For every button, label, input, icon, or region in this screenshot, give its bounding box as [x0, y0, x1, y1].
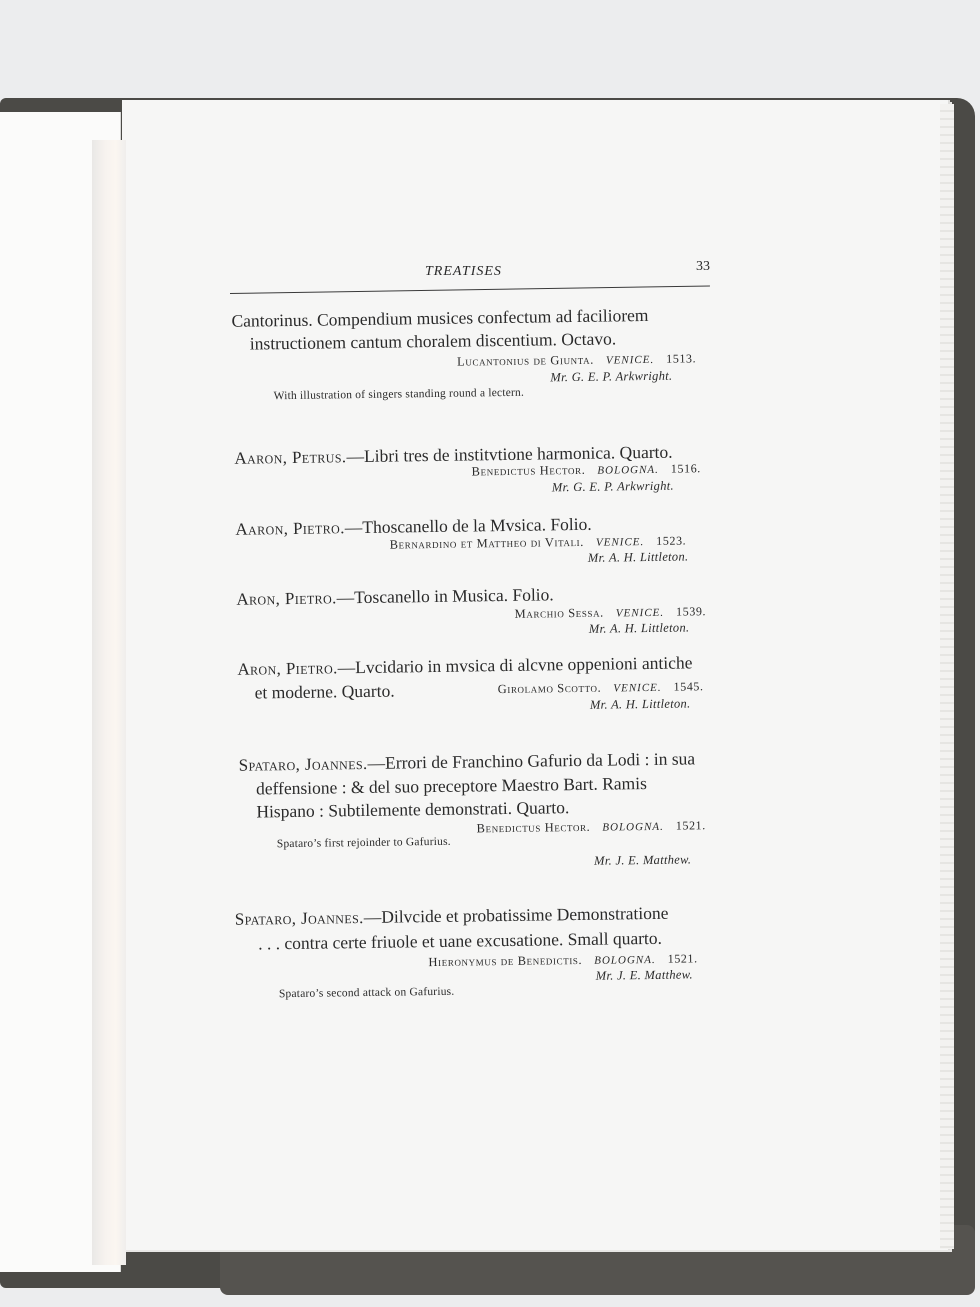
publisher: Benedictus Hector.: [476, 819, 591, 836]
entry-author: Aaron, Petrus.: [234, 447, 347, 468]
publisher: Bernardino et Mattheo di Vitali.: [389, 534, 585, 552]
entry-text-line: deffensione : & del suo preceptore Maestro Bart. Ramis: [255, 773, 648, 799]
year: 1523.: [656, 533, 687, 548]
entry-text-line: Aaron, Pietro.—Thoscanello de la Mvsica. Folio.: [235, 513, 592, 539]
entry-note: Spataro’s second attack on Gafurius.: [278, 985, 455, 1001]
entry-text-line: Spataro, Joannes.—Dilvcide et probatissime Demonstratione: [234, 902, 669, 929]
entry-author: Spataro, Joannes.: [238, 753, 368, 775]
year: 1539.: [675, 604, 707, 619]
entry-text-line: Aaron, Petrus.—Libri tres de institvtione harmonica. Quarto.: [234, 441, 673, 468]
entry-note: Spataro’s first rejoinder to Gafurius.: [276, 835, 451, 851]
year: 1521.: [675, 818, 706, 833]
entry-text-line: Hispano : Subtilemente demonstrati. Quarto.: [256, 797, 570, 822]
entry-author: Aaron, Pietro.: [235, 518, 345, 539]
entry-text-line: instructionem cantum choralem discentium. Octavo.: [249, 328, 617, 354]
owner: Mr. A. H. Littleton.: [589, 696, 691, 712]
imprint: [515, 604, 707, 622]
imprint: [477, 818, 706, 836]
entry-author: Aron, Pietro.: [236, 588, 337, 609]
page-fore-edge: [940, 104, 954, 1249]
owner: Mr. G. E. P. Arkwright.: [551, 478, 675, 495]
entry-text-line: Aron, Pietro.—Lvcidario in mvsica di alcvne oppenioni antiche: [237, 652, 693, 679]
entry-text-line: . . . contra certe friuole et uane excusatione. Small quarto.: [258, 927, 663, 954]
year: 1521.: [667, 951, 698, 966]
city: VENICE.: [605, 353, 655, 367]
year: 1513.: [666, 351, 697, 366]
owner: Mr. A. H. Littleton.: [587, 549, 689, 565]
city: VENICE.: [595, 536, 645, 549]
city: VENICE.: [615, 606, 665, 620]
running-head-title: TREATISES: [425, 264, 502, 279]
running-head: [230, 260, 710, 298]
city: BOLOGNA.: [602, 820, 664, 834]
owner: Mr. A. H. Littleton.: [588, 620, 690, 636]
entry-text-line: Aron, Pietro.—Toscanello in Musica. Folio.: [236, 584, 554, 609]
city: VENICE.: [613, 681, 662, 695]
city: BOLOGNA.: [597, 463, 659, 477]
year: 1516.: [670, 461, 701, 476]
entry-author: Aron, Pietro.: [237, 658, 338, 679]
entry-text-line: Spataro, Joannes.—Errori de Franchino Gafurio da Lodi : in sua: [238, 748, 696, 775]
header-rule: [230, 285, 710, 294]
city: BOLOGNA.: [594, 953, 656, 967]
entry-text-line: et moderne. Quarto.: [254, 680, 395, 703]
page-number: 33: [696, 259, 710, 274]
entry-note: With illustration of singers standing round a lectern.: [273, 386, 525, 403]
imprint: [498, 679, 704, 697]
imprint: [472, 461, 701, 479]
entry-text-line: Cantorinus. Compendium musices confectum ad faciliorem: [231, 304, 649, 331]
year: 1545.: [673, 679, 704, 694]
publisher: Benedictus Hector.: [471, 462, 586, 479]
publisher: Marchio Sessa.: [514, 605, 604, 621]
publisher: Hieronymus de Benedictis.: [428, 952, 583, 970]
book-gutter: [92, 140, 126, 1265]
owner: Mr. J. E. Matthew.: [595, 967, 693, 983]
owner: Mr. G. E. P. Arkwright.: [550, 368, 673, 385]
entry-author: Spataro, Joannes.: [234, 908, 364, 929]
publisher: Girolamo Scotto.: [497, 680, 602, 697]
owner: Mr. J. E. Matthew.: [593, 852, 692, 868]
publisher: Lucantonius de Giunta.: [456, 352, 595, 369]
